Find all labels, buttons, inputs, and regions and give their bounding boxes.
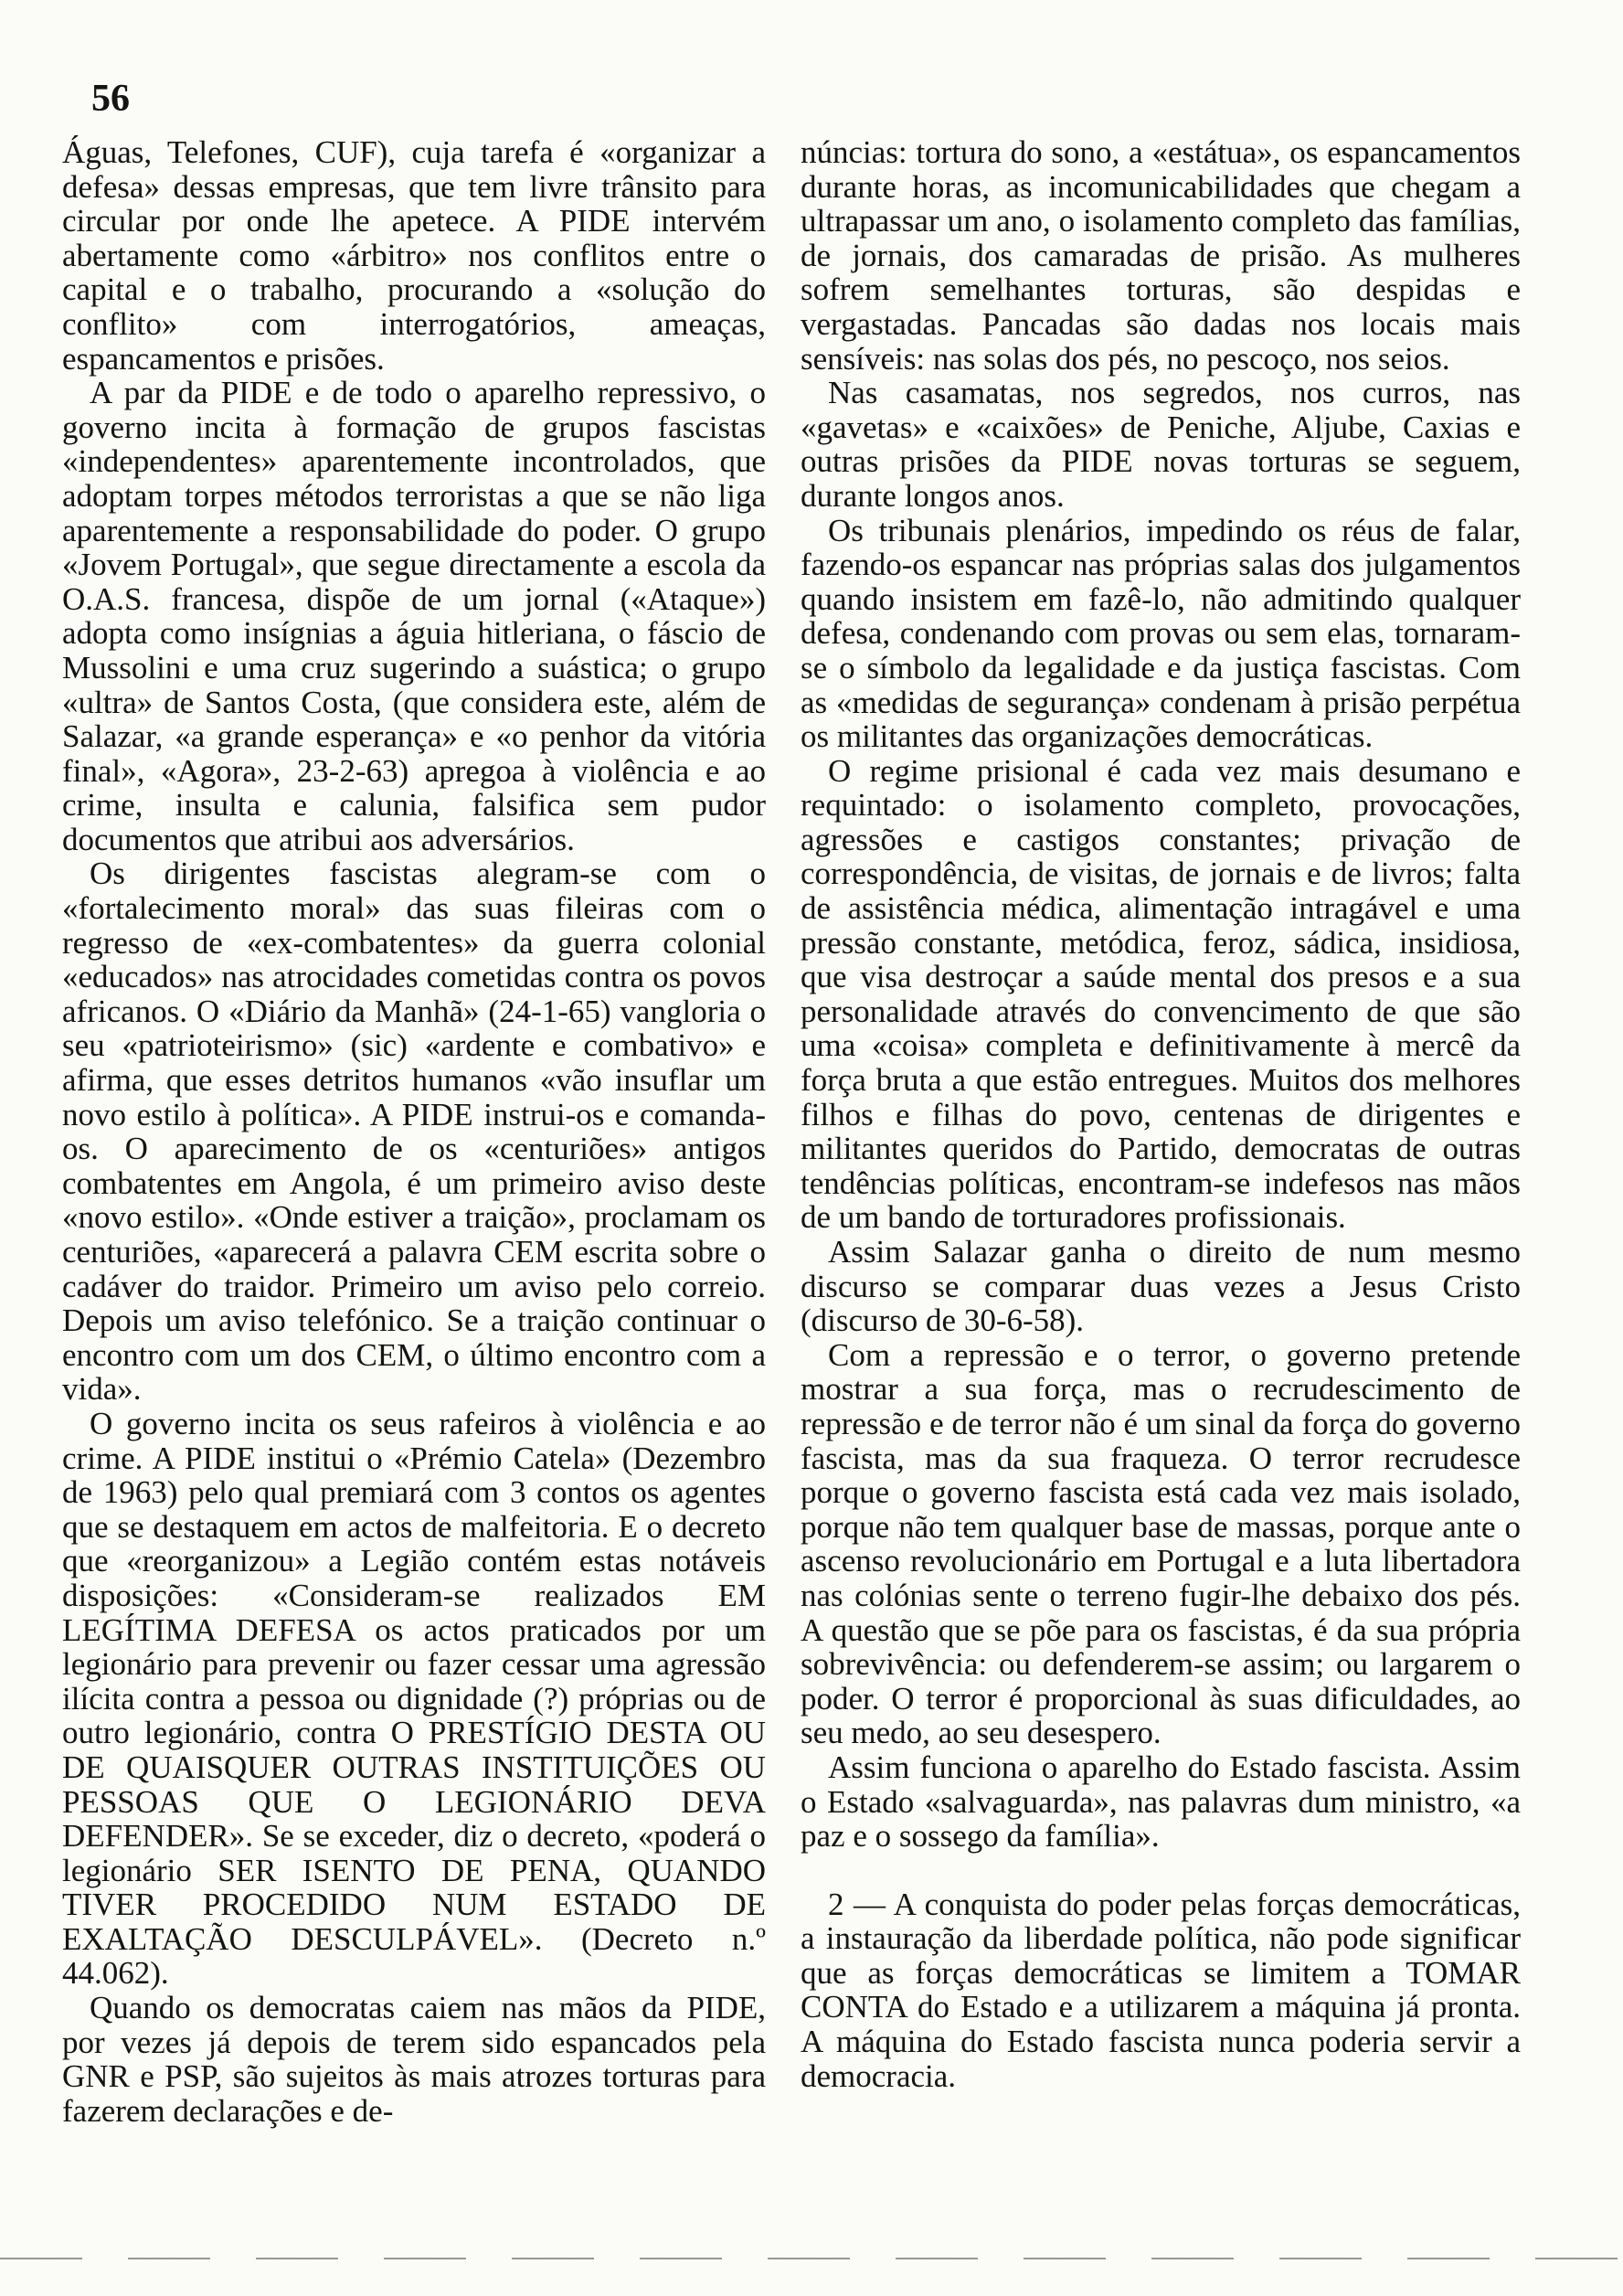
right-column xyxy=(801,135,1521,2238)
paragraph: Águas, Telefones, CUF), cuja tarefa é «organizar a defesa» dessas empresas, que tem livre trânsito para circular por onde lhe apetece. A PIDE intervém abertamente como «árbitro» nos conflitos entre o capital e o trabalho, procurando a «solução do conflito» com interrogatórios, ameaças, espancamentos e prisões. xyxy=(62,135,766,377)
paragraph: Assim Salazar ganha o direito de num mesmo discurso se comparar duas vezes a Jesus Cristo (discurso de 30-6-58). xyxy=(801,1234,1521,1339)
paragraph: Os dirigentes fascistas alegram-se com o «fortalecimento moral» das suas fileiras com o regresso de «ex-combatentes» da guerra colonial «educados» nas atrocidades cometidas contra os povos africanos. O «Diário da Manhã» (24-1-65) vangloria o seu «patrioteirismo» (sic) «ardente e combativo» e afirma, que esses detritos humanos «vão insuflar um novo estilo à política». A PIDE instrui-os e comanda-os. O aparecimento de os «centuriões» antigos combatentes em Angola, é um primeiro aviso deste «novo estilo». «Onde estiver a traição», proclamam os centuriões, «aparecerá a palavra CEM escrita sobre o cadáver do traidor. Primeiro um aviso pelo correio. Depois um aviso telefónico. Se a traição continuar o encontro com um dos CEM, o último encontro com a vida». xyxy=(62,856,766,1408)
paragraph: O regime prisional é cada vez mais desumano e requintado: o isolamento completo, provocações, agressões e castigos constantes; privação de correspondência, de visitas, de jornais e de livros; falta de assistência médica, alimentação intragável e uma pressão constante, metódica, feroz, sádica, insidiosa, que visa destroçar a saúde mental dos presos e a sua personalidade através do convencimento de que são uma «coisa» completa e definitivamente à mercê da força bruta a que estão entregues. Muitos dos melhores filhos e filhas do povo, centenas de dirigentes e militantes queridos do Partido, democratas de outras tendências políticas, encontram-se indefesos nas mãos de um bando de torturadores profissionais. xyxy=(801,752,1521,1236)
paragraph: núncias: tortura do sono, a «estátua», os espancamentos durante horas, as incomunicabilidades que chegam a ultrapassar um ano, o isolamento completo das famílias, de jornais, dos camaradas de prisão. As mulheres sofrem semelhantes torturas, são despidas e vergastadas. Pancadas são dadas nos locais mais sensíveis: nas solas dos pés, no pescoço, nos seios. xyxy=(801,135,1521,377)
paragraph: O governo incita os seus rafeiros à violência e ao crime. A PIDE institui o «Prémio Catela» (Dezembro de 1963) pelo qual premiará com 3 contos os agentes que se destaquem em actos de malfeitoria. E o decreto que «reorganizou» a Legião contém estas notáveis disposições: «Consideram-se realizados EM LEGÍTIMA DEFESA os actos praticados por um legionário para prevenir ou fazer cessar uma agressão ilícita contra a pessoa ou dignidade (?) próprias ou de outro legionário, contra O PRESTÍGIO DESTA OU DE QUAISQUER OUTRAS INSTITUIÇÕES OU PESSOAS QUE O LEGIONÁRIO DEVA DEFENDER». Se se exceder, diz o decreto, «poderá o legionário SER ISENTO DE PENA, QUANDO TIVER PROCEDIDO NUM ESTADO DE EXALTAÇÃO DESCULPÁVEL». (Decreto n.º 44.062). xyxy=(62,1405,766,1992)
paragraph: Assim funciona o aparelho do Estado fascista. Assim o Estado «salvaguarda», nas palavras dum ministro, «a paz e o sossego da família». xyxy=(801,1749,1521,1855)
paragraph: Nas casamatas, nos segredos, nos curros, nas «gavetas» e «caixões» de Peniche, Aljube, Caxias e outras prisões da PIDE novas torturas se seguem, durante longos anos. xyxy=(801,375,1521,514)
left-column xyxy=(62,135,766,2238)
page-bottom-edge xyxy=(0,2258,1623,2259)
paragraph: Com a repressão e o terror, o governo pretende mostrar a sua força, mas o recrudescimento de repressão e de terror não é um sinal da força do governo fascista, mas da sua fraqueza. O terror recrudesce porque o governo fascista está cada vez mais isolado, porque não tem qualquer base de massas, porque ante o ascenso revolucionário em Portugal e a luta libertadora nas colónias sente o terreno fugir-lhe debaixo dos pés. A questão que se põe para os fascistas, é da sua própria sobrevivência: ou defenderem-se assim; ou largarem o poder. O terror é proporcional às suas dificuldades, ao seu medo, ao seu desespero. xyxy=(801,1336,1521,1751)
paragraph: A par da PIDE e de todo o aparelho repressivo, o governo incita à formação de grupos fascistas «independentes» aparentemente incontrolados, que adoptam torpes métodos terroristas a que se não liga aparentemente a responsabilidade do poder. O grupo «Jovem Portugal», que segue directamente a escola da O.A.S. francesa, dispõe de um jornal («Ataque») adopta como insígnias a águia hitleriana, o fáscio de Mussolini e uma cruz sugerindo a suástica; o grupo «ultra» de Santos Costa, (que considera este, além de Salazar, «a grande esperança» e «o penhor da vitória final», «Agora», 23-2-63) apregoa à violência e ao crime, insulta e calunia, falsifica sem pudor documentos que atribui aos adversários. xyxy=(62,375,766,857)
paragraph: Quando os democratas caiem nas mãos da PIDE, por vezes já depois de terem sido espancados pela GNR e PSP, são sujeitos às mais atrozes torturas para fazerem declarações e de- xyxy=(62,1990,766,2129)
paragraph: Os tribunais plenários, impedindo os réus de falar, fazendo-os espancar nas próprias salas dos julgamentos quando insistem em fazê-lo, não admitindo qualquer defesa, condenando com provas ou sem elas, tornaram-se o símbolo da legalidade e da justiça fascistas. Com as «medidas de segurança» condenam à prisão perpétua os militantes das organizações democráticas. xyxy=(801,512,1521,755)
paragraph: 2 — A conquista do poder pelas forças democráticas, a instauração da liberdade política, não pode significar que as forças democráticas se limitem a TOMAR CONTA do Estado e a utilizarem a máquina já pronta. A máquina do Estado fascista nunca poderia servir a democracia. xyxy=(801,1886,1521,2094)
page-number: 56 xyxy=(91,78,130,120)
